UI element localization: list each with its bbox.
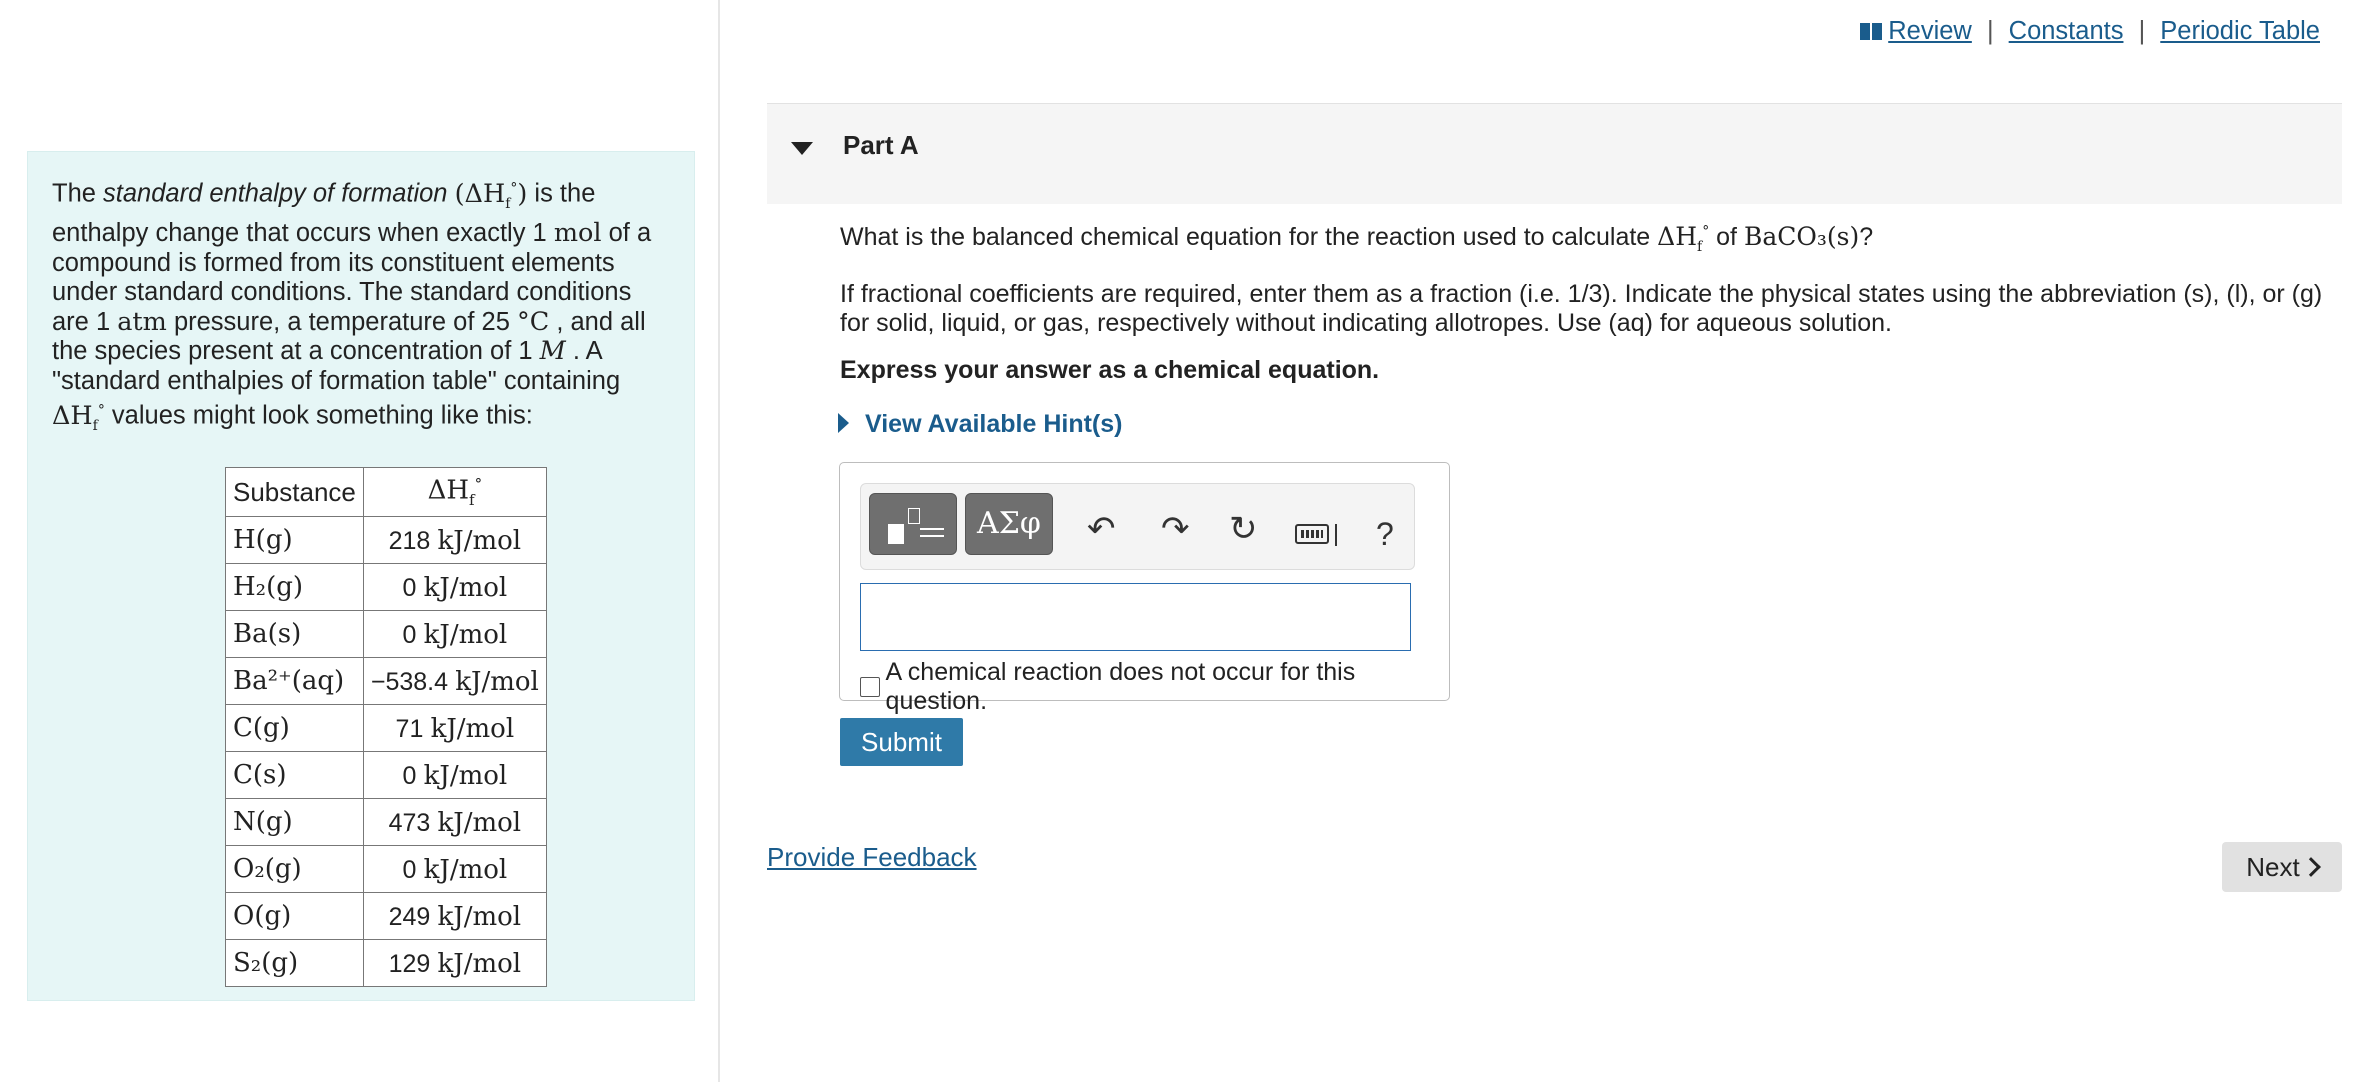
enthalpy-value: 0: [402, 620, 417, 649]
enthalpy-cell: [363, 564, 546, 611]
cursor-icon: [1335, 524, 1337, 546]
no-reaction-option[interactable]: [860, 658, 1449, 716]
enthalpy-cell: [363, 940, 546, 987]
answer-panel: [839, 462, 1450, 715]
table-row: [226, 752, 547, 799]
header-substance: Substance: [226, 468, 364, 517]
enthalpy-unit: kJ/mol: [437, 901, 522, 932]
enthalpy-unit: kJ/mol: [437, 525, 522, 556]
intro-part: , and all the species present at a concentration of 1: [52, 307, 646, 366]
table-row: [226, 517, 547, 564]
intro-text: [52, 174, 670, 441]
unit-molar: M: [539, 336, 566, 367]
math-toolbar: [860, 483, 1415, 570]
intro-term: standard enthalpy of formation: [103, 179, 448, 208]
help-icon[interactable]: ?: [1376, 516, 1394, 552]
express-prompt: Express your answer as a chemical equation.: [840, 356, 1380, 384]
chevron-right-icon: [2301, 857, 2321, 877]
enthalpy-cell: [363, 799, 546, 846]
symbols-button[interactable]: ΑΣφ: [965, 493, 1053, 555]
top-links: [1860, 17, 2320, 46]
substance-cell: H₂(g): [226, 564, 364, 611]
enthalpy-unit: kJ/mol: [423, 760, 508, 791]
undo-icon[interactable]: ↶: [1087, 510, 1116, 548]
intro-part: The: [52, 179, 104, 208]
next-button[interactable]: Next: [2222, 842, 2342, 892]
intro-part: values might look something like this:: [104, 401, 533, 430]
template-icon: [888, 508, 938, 540]
intro-part: is the enthalpy change that occurs when exactly 1: [52, 179, 596, 248]
provide-feedback-link[interactable]: Provide Feedback: [767, 842, 977, 872]
dh-symbol: $\Delta H_f^\circ$: [52, 400, 105, 434]
table-row: [226, 846, 547, 893]
no-reaction-checkbox[interactable]: [860, 677, 880, 697]
table-row: [226, 893, 547, 940]
view-hints-link[interactable]: View Available Hint(s): [838, 410, 1122, 439]
no-reaction-label: A chemical reaction does not occur for this question.: [885, 658, 1356, 715]
compound: BaCO₃(s): [1743, 222, 1860, 251]
table-row: [226, 705, 547, 752]
substance-cell: Ba(s): [226, 611, 364, 658]
review-link[interactable]: Review: [1860, 17, 1972, 45]
templates-button[interactable]: [869, 493, 957, 555]
enthalpy-unit: kJ/mol: [423, 854, 508, 885]
substance-cell: O(g): [226, 893, 364, 940]
info-box: [27, 151, 695, 1001]
enthalpy-cell: [363, 893, 546, 940]
instructions: If fractional coefficients are required, enter them as a fraction (i.e. 1/3). Indicate the physical states using the abbreviation (s), (l), or (g) for solid, liquid, or gas, respectively without indicating allotropes. Use (aq) for aqueous solution.: [840, 280, 2323, 337]
table-row: [226, 799, 547, 846]
part-title: Part A: [843, 130, 919, 160]
redo-icon[interactable]: ↷: [1161, 510, 1190, 548]
enthalpy-cell: [363, 517, 546, 564]
enthalpy-value: 218: [388, 526, 431, 555]
question-text: What is the balanced chemical equation for the reaction used to calculate $\Delta H_f^\circ$ of BaCO₃(s)?: [840, 222, 1874, 255]
enthalpy-cell: [363, 752, 546, 799]
enthalpy-unit: kJ/mol: [430, 713, 515, 744]
enthalpy-cell: [363, 846, 546, 893]
table-row: [226, 658, 547, 705]
submit-button[interactable]: Submit: [840, 718, 963, 766]
intro-part: of a compound is formed from its constituent elements under standard conditions. The standard conditions are 1: [52, 219, 652, 336]
enthalpy-table: [225, 467, 547, 987]
enthalpy-value: 249: [388, 902, 431, 931]
constants-link[interactable]: Constants: [2008, 17, 2124, 45]
intro-part: pressure, a temperature of 25: [166, 307, 517, 336]
unit-degc: °C: [516, 306, 550, 337]
enthalpy-cell: [363, 611, 546, 658]
enthalpy-value: 71: [395, 714, 424, 743]
enthalpy-unit: kJ/mol: [437, 807, 522, 838]
enthalpy-value: 129: [388, 949, 431, 978]
enthalpy-value: 0: [402, 855, 417, 884]
table-row: [226, 940, 547, 987]
link-separator: |: [2138, 17, 2146, 45]
enthalpy-unit: kJ/mol: [437, 948, 522, 979]
answer-input[interactable]: [860, 583, 1411, 651]
enthalpy-cell: [363, 658, 546, 705]
substance-cell: Ba²⁺(aq): [226, 658, 364, 705]
unit-mol: mol: [553, 218, 602, 249]
reset-icon[interactable]: ↻: [1229, 510, 1258, 548]
enthalpy-unit: kJ/mol: [423, 619, 508, 650]
book-icon: [1860, 23, 1882, 40]
intro-symbol: $(\Delta H_f^\circ)$: [454, 178, 528, 212]
substance-cell: N(g): [226, 799, 364, 846]
table-row: [226, 611, 547, 658]
enthalpy-unit: kJ/mol: [423, 572, 508, 603]
collapse-caret-icon[interactable]: [791, 142, 813, 155]
enthalpy-value: 473: [388, 808, 431, 837]
intro-part: . A "standard enthalpies of formation table" containing: [52, 337, 621, 395]
caret-right-icon: [838, 413, 849, 433]
substance-cell: O₂(g): [226, 846, 364, 893]
part-header[interactable]: [767, 103, 2342, 204]
substance-cell: H(g): [226, 517, 364, 564]
substance-cell: C(s): [226, 752, 364, 799]
enthalpy-value: 0: [402, 573, 417, 602]
enthalpy-value: 0: [402, 761, 417, 790]
periodic-table-link[interactable]: Periodic Table: [2160, 17, 2320, 45]
table-header-row: [226, 468, 547, 517]
enthalpy-cell: [363, 705, 546, 752]
link-separator: |: [1986, 17, 1994, 45]
substance-cell: C(g): [226, 705, 364, 752]
keyboard-icon[interactable]: [1295, 524, 1329, 544]
left-panel: [0, 0, 720, 1082]
substance-cell: S₂(g): [226, 940, 364, 987]
enthalpy-value: −538.4: [370, 667, 449, 696]
enthalpy-unit: kJ/mol: [455, 666, 539, 697]
header-dh: $\Delta H_f^\circ$: [363, 468, 546, 517]
table-row: [226, 564, 547, 611]
unit-atm: atm: [117, 306, 167, 337]
